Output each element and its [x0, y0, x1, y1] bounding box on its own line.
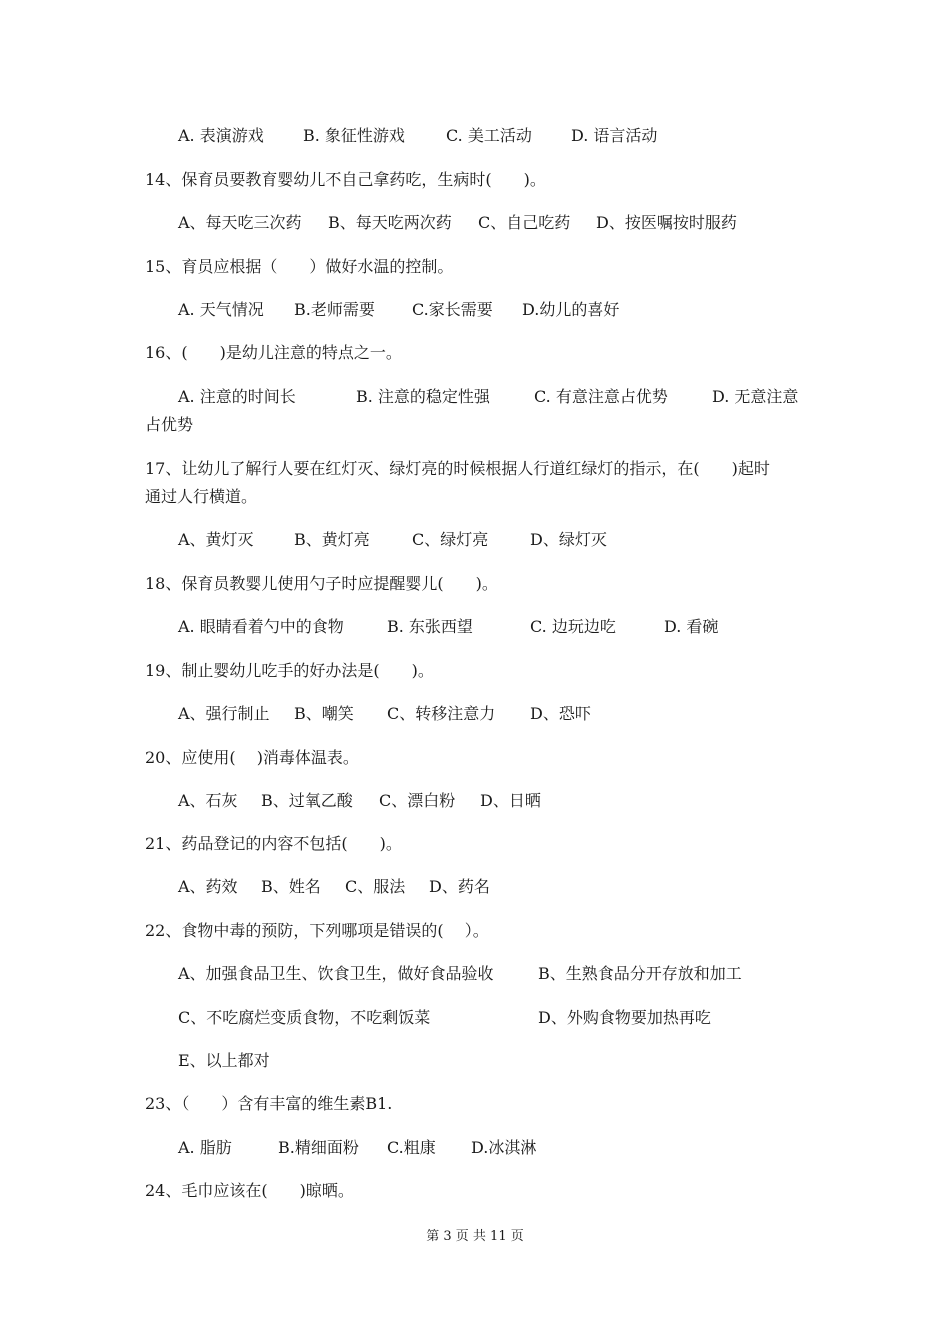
q19-stem: 19、制止婴幼儿吃手的好办法是( )。	[145, 661, 434, 680]
q20-option-a: A、石灰	[178, 791, 238, 810]
q23-option-d: D.冰淇淋	[471, 1138, 537, 1157]
q17-stem-line1: 17、让幼儿了解行人要在红灯灭、绿灯亮的时候根据人行道红绿灯的指示，在( )起时	[145, 459, 770, 478]
q20-option-c: C、漂白粉	[379, 791, 456, 810]
q21-option-b: B、姓名	[261, 877, 321, 896]
q22-stem: 22、食物中毒的预防，下列哪项是错误的( ）。	[145, 921, 489, 940]
q19-option-c: C、转移注意力	[387, 704, 496, 723]
q14-option-a: A、每天吃三次药	[178, 213, 302, 232]
q19-option-b: B、嘲笑	[294, 704, 354, 723]
q16-option-b: B. 注意的稳定性强	[356, 387, 490, 406]
q18-option-a: A. 眼睛看着勺中的食物	[178, 617, 344, 636]
q24-stem: 24、毛巾应该在( )晾晒。	[145, 1181, 354, 1200]
q15-stem: 15、育员应根据（ ）做好水温的控制。	[145, 257, 454, 276]
q16-option-c: C. 有意注意占优势	[534, 387, 668, 406]
q21-option-a: A、药效	[178, 877, 238, 896]
q22-option-a: A、加强食品卫生、饮食卫生，做好食品验收	[178, 964, 494, 983]
q17-option-b: B、黄灯亮	[294, 530, 370, 549]
q13-option-d: D. 语言活动	[571, 126, 658, 145]
q15-option-c: C.家长需要	[412, 300, 493, 319]
q18-option-c: C. 边玩边吃	[530, 617, 616, 636]
q19-option-d: D、恐吓	[530, 704, 591, 723]
q15-option-b: B.老师需要	[294, 300, 375, 319]
q21-stem: 21、药品登记的内容不包括( )。	[145, 834, 402, 853]
q17-option-a: A、黄灯灭	[178, 530, 254, 549]
q22-option-e: E、以上都对	[178, 1051, 270, 1070]
q18-stem: 18、保育员教婴儿使用勺子时应提醒婴儿( )。	[145, 574, 498, 593]
q14-stem: 14、保育员要教育婴幼儿不自己拿药吃，生病时( )。	[145, 170, 546, 189]
page-number-footer: 第 3 页 共 11 页	[426, 1229, 524, 1244]
q21-option-d: D、药名	[429, 877, 490, 896]
q16-option-a: A. 注意的时间长	[178, 387, 296, 406]
q13-option-b: B. 象征性游戏	[303, 126, 405, 145]
q20-stem: 20、应使用( )消毒体温表。	[145, 748, 359, 767]
q22-option-d: D、外购食物要加热再吃	[538, 1008, 711, 1027]
q14-option-b: B、每天吃两次药	[328, 213, 452, 232]
q19-option-a: A、强行制止	[178, 704, 270, 723]
q23-option-a: A. 脂肪	[178, 1138, 232, 1157]
q13-option-a: A. 表演游戏	[178, 126, 264, 145]
q20-option-b: B、过氧乙酸	[261, 791, 353, 810]
q18-option-d: D. 看碗	[664, 617, 719, 636]
q23-option-c: C.粗康	[387, 1138, 436, 1157]
q15-option-d: D.幼儿的喜好	[522, 300, 620, 319]
q13-option-c: C. 美工活动	[446, 126, 532, 145]
q14-option-d: D、按医嘱按时服药	[596, 213, 737, 232]
q17-stem-line2: 通过人行横道。	[145, 487, 258, 506]
q23-option-b: B.精细面粉	[278, 1138, 359, 1157]
q20-option-d: D、日晒	[480, 791, 541, 810]
q17-option-c: C、绿灯亮	[412, 530, 489, 549]
q17-option-d: D、绿灯灭	[530, 530, 607, 549]
q15-option-a: A. 天气情况	[178, 300, 264, 319]
q18-option-b: B. 东张西望	[387, 617, 473, 636]
q22-option-c: C、不吃腐烂变质食物，不吃剩饭菜	[178, 1008, 431, 1027]
q23-stem: 23、（ ）含有丰富的维生素B1.	[145, 1094, 393, 1113]
q16-stem: 16、( )是幼儿注意的特点之一。	[145, 343, 402, 362]
q16-option-d: D. 无意注意	[712, 387, 799, 406]
q14-option-c: C、自己吃药	[478, 213, 571, 232]
q21-option-c: C、服法	[345, 877, 406, 896]
q16-option-d-wrap: 占优势	[145, 415, 194, 434]
q22-option-b: B、生熟食品分开存放和加工	[538, 964, 742, 983]
